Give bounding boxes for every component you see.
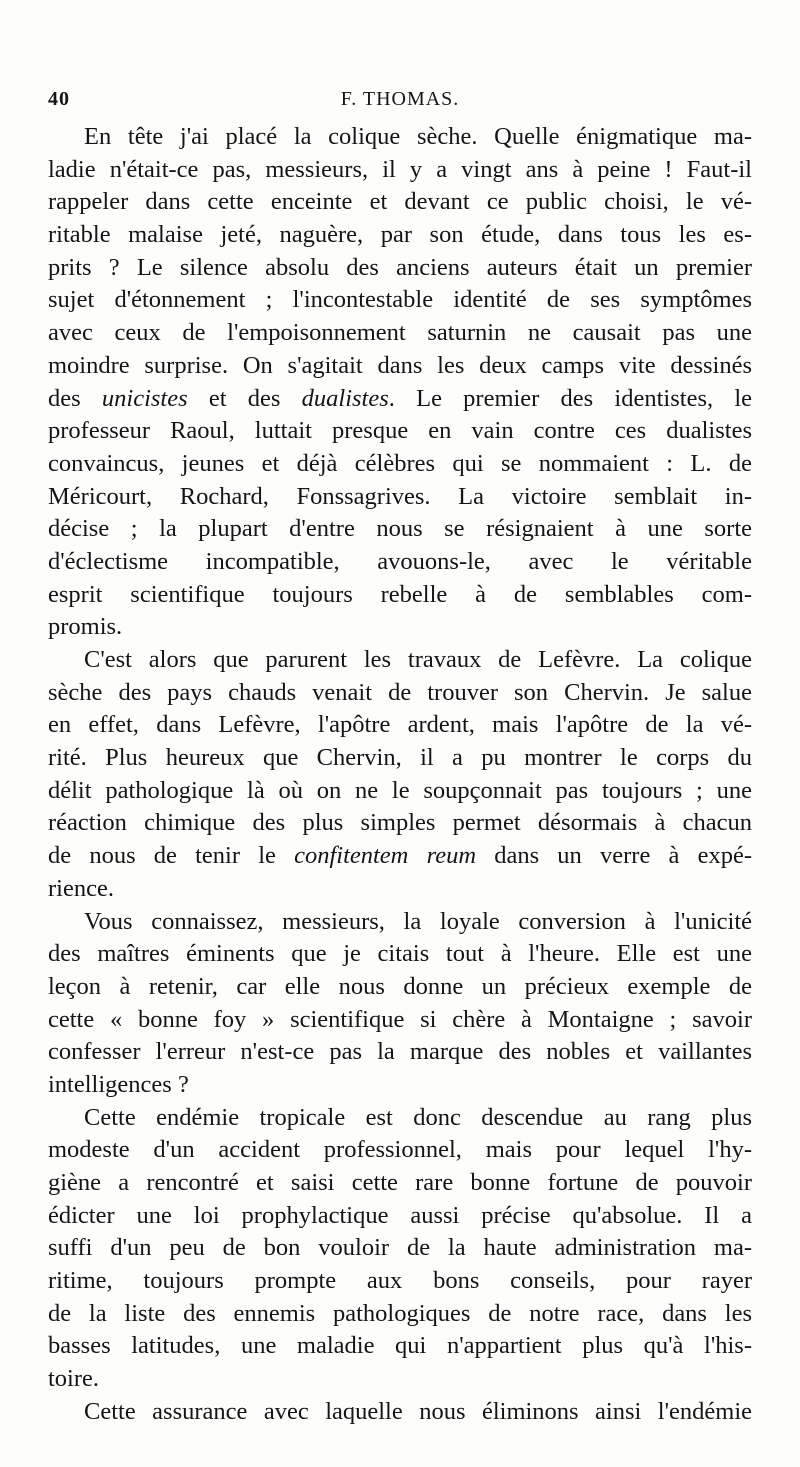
- text-segment: des: [48, 384, 102, 412]
- text-line: réaction chimique des plus simples permet désormais à chacun: [48, 809, 752, 837]
- text-line: délit pathologique là où on ne le soupçonnait pas toujours ; une: [48, 776, 752, 804]
- text-line: Vous connaissez, messieurs, la loyale conversion à l'unicité: [84, 907, 752, 935]
- text-line: rience.: [48, 874, 114, 902]
- text-line: En tête j'ai placé la colique sèche. Quelle énigmatique ma-: [84, 123, 752, 150]
- text-line: confesser l'erreur n'est-ce pas la marque des nobles et vaillantes: [48, 1038, 752, 1066]
- text-line: Cette endémie tropicale est donc descendue au rang plus: [84, 1103, 752, 1131]
- text-line: en effet, dans Lefèvre, l'apôtre ardent, mais l'apôtre de la vé-: [48, 711, 752, 739]
- text-line: basses latitudes, une maladie qui n'appartient plus qu'à l'his-: [48, 1332, 752, 1360]
- text-line: [48, 840, 752, 873]
- text-line: rappeler dans cette enceinte et devant ce public choisi, le vé-: [48, 188, 752, 216]
- text-line: de la liste des ennemis pathologiques de notre race, dans les: [48, 1299, 752, 1327]
- italic-term: confitentem reum: [294, 842, 477, 870]
- text-line: intelligences ?: [48, 1070, 189, 1098]
- text-line: rité. Plus heureux que Chervin, il a pu montrer le corps du: [48, 744, 752, 772]
- text-line: promis.: [48, 613, 123, 641]
- italic-term: unicistes: [101, 384, 188, 412]
- text-line: prits ? Le silence absolu des anciens auteurs était un premier: [48, 253, 752, 281]
- text-line: avec ceux de l'empoisonnement saturnin ne causait pas une: [48, 319, 752, 347]
- text-line: d'éclectisme incompatible, avouons-le, avec le véritable: [48, 547, 752, 575]
- text-line: ladie n'était-ce pas, messieurs, il y a vingt ans à peine ! Faut-il: [48, 155, 752, 183]
- text-line: C'est alors que parurent les travaux de Lefèvre. La colique: [84, 646, 752, 673]
- page-header: [48, 88, 752, 118]
- text-line: sujet d'étonnement ; l'incontestable identité de ses symptômes: [48, 286, 752, 314]
- text-line: ritable malaise jeté, naguère, par son étude, dans tous les es-: [48, 221, 752, 249]
- text-line: leçon à retenir, car elle nous donne un précieux exemple de: [48, 972, 752, 1000]
- text-line: suffi d'un peu de bon vouloir de la haute administration ma-: [48, 1234, 752, 1262]
- text-line: ritime, toujours prompte aux bons conseils, pour rayer: [48, 1267, 752, 1295]
- italic-term: dualistes: [301, 384, 389, 412]
- text-segment: . Le premier des identistes, le: [388, 384, 753, 412]
- text-segment: et des: [187, 384, 302, 412]
- body-text: [48, 121, 752, 1429]
- text-line: édicter une loi prophylactique aussi précise qu'absolue. Il a: [48, 1201, 752, 1229]
- text-line: des maîtres éminents que je citais tout à l'heure. Elle est une: [48, 940, 752, 968]
- text-line: Méricourt, Rochard, Fonssagrives. La victoire semblait in-: [48, 482, 752, 510]
- page-number: 40: [48, 88, 70, 110]
- text-line: Cette assurance avec laquelle nous éliminons ainsi l'endémie: [84, 1397, 752, 1425]
- text-line: [48, 383, 752, 416]
- text-line: giène a rencontré et saisi cette rare bonne fortune de pouvoir: [48, 1169, 752, 1196]
- text-segment: de nous de tenir le: [48, 842, 295, 870]
- text-line: toire.: [48, 1365, 100, 1393]
- text-line: convaincus, jeunes et déjà célèbres qui se nommaient : L. de: [48, 449, 752, 477]
- text-line: cette « bonne foy » scientifique si chère à Montaigne ; savoir: [48, 1005, 752, 1033]
- text-line: sèche des pays chauds venait de trouver son Chervin. Je salue: [48, 678, 752, 706]
- text-line: esprit scientifique toujours rebelle à de semblables com-: [48, 580, 752, 608]
- text-line: modeste d'un accident professionnel, mais pour lequel l'hy-: [48, 1136, 752, 1164]
- text-line: moindre surprise. On s'agitait dans les deux camps vite dessinés: [48, 351, 752, 379]
- text-segment: dans un verre à expé-: [476, 842, 752, 870]
- text-line: décise ; la plupart d'entre nous se résignaient à une sorte: [48, 515, 752, 543]
- text-line: professeur Raoul, luttait presque en vain contre ces dualistes: [48, 417, 752, 445]
- running-title: F. THOMAS.: [340, 88, 460, 110]
